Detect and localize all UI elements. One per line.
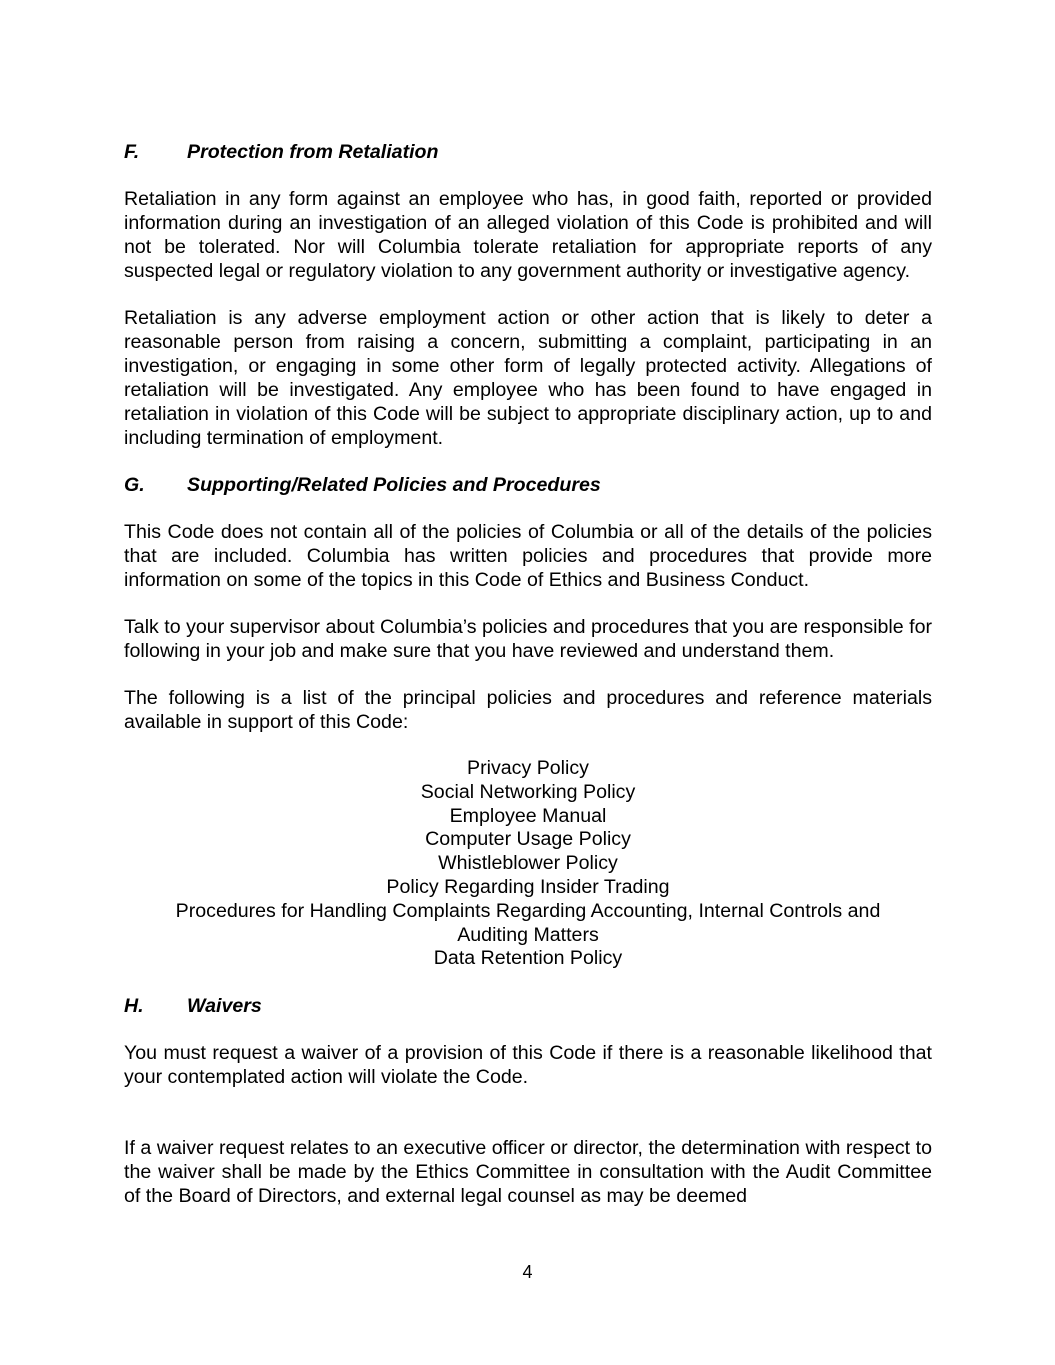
section-g-paragraph-3: The following is a list of the principal policies and procedures and reference materials available in support of this Code: xyxy=(124,687,932,733)
section-f-paragraph-1: Retaliation in any form against an employee who has, in good faith, reported or provided information during an investigation of an alleged violation of this Code is prohibited and will not be tolerated. Nor will Columbia tolerate retaliation for appropriate reports of any suspected legal or regulatory violation to any government authority or investigative agency. xyxy=(124,188,932,282)
section-h-number: H. xyxy=(124,995,144,1018)
policy-list xyxy=(79,757,977,971)
section-g-paragraph-2: Talk to your supervisor about Columbia’s policies and procedures that you are responsible for following in your job and make sure that you have reviewed and understand them. xyxy=(124,616,932,662)
section-g-heading xyxy=(124,473,932,497)
policy-list-item: Employee Manual xyxy=(449,804,607,827)
section-g-paragraph-1: This Code does not contain all of the policies of Columbia or all of the details of the policies that are included. Columbia has written policies and procedures that provide more information on some of the topics in this Code of Ethics and Business Conduct. xyxy=(124,521,932,591)
policy-list-item: Auditing Matters xyxy=(457,923,599,946)
policy-list-item: Procedures for Handling Complaints Regarding Accounting, Internal Controls and xyxy=(175,899,881,922)
policy-list-item: Social Networking Policy xyxy=(420,780,636,803)
document-page xyxy=(124,140,932,1208)
policy-list-item: Computer Usage Policy xyxy=(425,828,631,851)
section-f-number: F. xyxy=(124,141,140,163)
policy-list-item: Data Retention Policy xyxy=(433,947,623,970)
section-g-number: G. xyxy=(124,474,145,496)
policy-list-item: Privacy Policy xyxy=(467,757,589,779)
section-g-title: Supporting/Related Policies and Procedures xyxy=(187,474,601,496)
section-h-paragraph-2: If a waiver request relates to an executive officer or director, the determination with respect to the waiver shall be made by the Ethics Committee in consultation with the Audit Committee of the Board of Directors, and external legal counsel as may be deemed xyxy=(124,1137,932,1208)
section-h-title: Waivers xyxy=(187,995,262,1018)
policy-list-item: Policy Regarding Insider Trading xyxy=(386,875,670,898)
page-number: 4 xyxy=(522,1262,533,1282)
section-f-title: Protection from Retaliation xyxy=(187,141,439,163)
section-f-paragraph-2: Retaliation is any adverse employment action or other action that is likely to deter a reasonable person from raising a concern, submitting a complaint, participating in an investigation, or engaging in some other form of legally protected activity. Allegations of retaliation will be investigated. Any employee who has been found to have engaged in retaliation in violation of this Code will be subject to appropriate disciplinary action, up to and including termination of employment. xyxy=(124,307,932,449)
section-f-heading xyxy=(124,140,932,164)
policy-list-item: Whistleblower Policy xyxy=(438,852,618,875)
spacer xyxy=(124,1112,932,1136)
section-h-heading xyxy=(124,994,932,1018)
section-h-paragraph-1: You must request a waiver of a provision of this Code if there is a reasonable likelihood that your contemplated action will violate the Code. xyxy=(124,1042,932,1089)
